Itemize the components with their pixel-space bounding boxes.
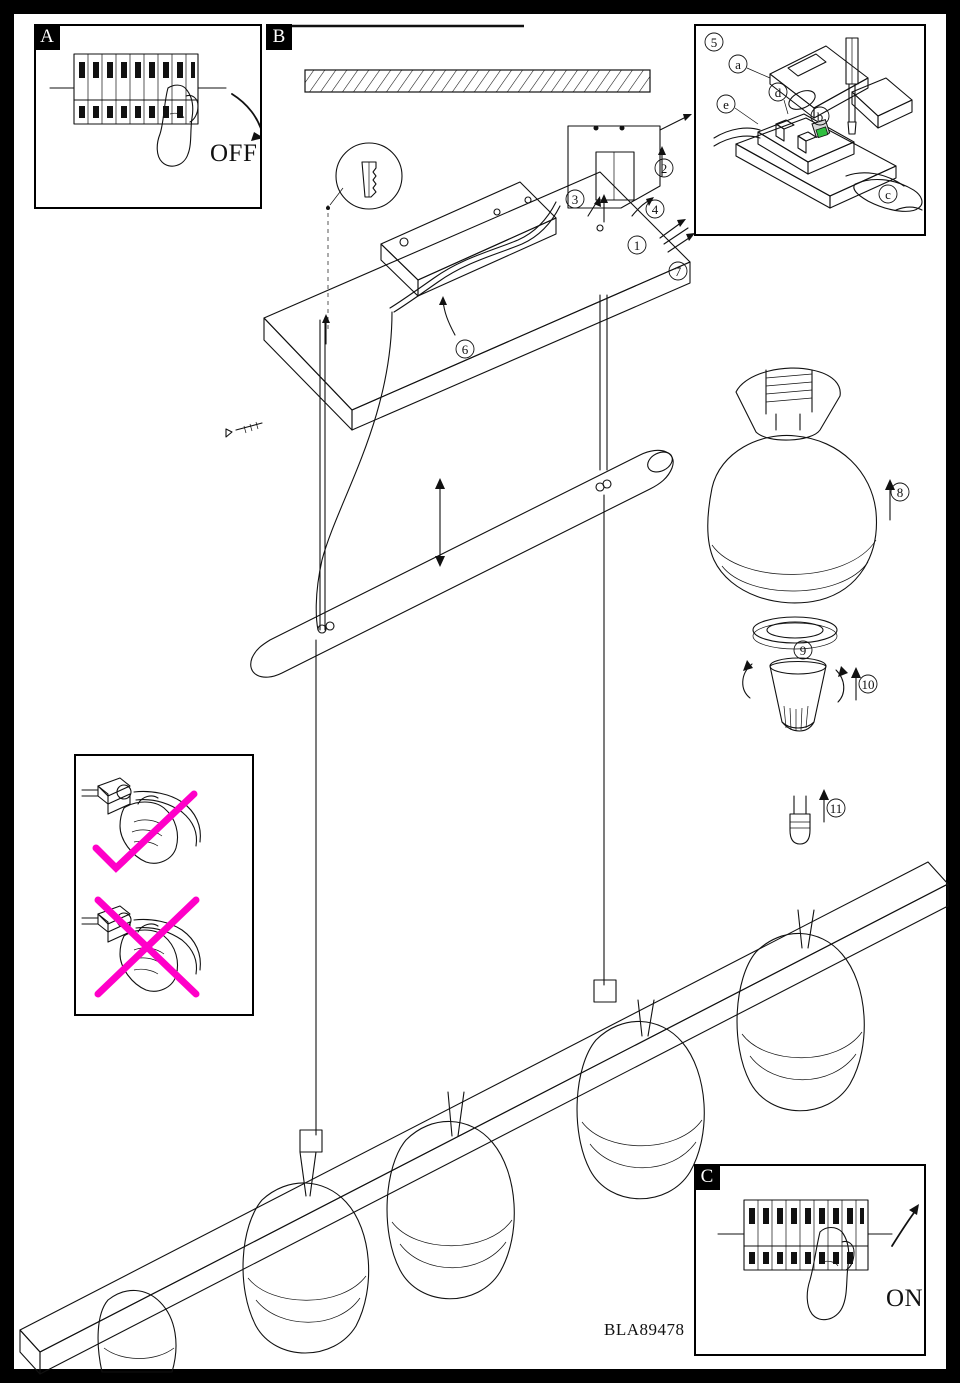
svg-text:5: 5	[710, 35, 718, 50]
panel-c-tag: C	[694, 1164, 720, 1190]
svg-text:e: e	[723, 97, 729, 112]
svg-text:7: 7	[674, 264, 682, 279]
svg-text:c: c	[885, 187, 891, 202]
panel-a-tag: A	[34, 24, 60, 50]
svg-text:8: 8	[896, 485, 904, 500]
svg-text:4: 4	[651, 202, 659, 217]
ceiling-hatch	[305, 70, 650, 92]
svg-text:3: 3	[571, 192, 579, 207]
svg-text:b: b	[816, 109, 824, 124]
panel-d-terminal-detail	[694, 24, 926, 236]
panel-e-cable-handling	[74, 754, 254, 1016]
svg-text:a: a	[735, 57, 741, 72]
breaker-off-drawing	[36, 26, 260, 207]
product-code-label: BLA89478	[604, 1320, 685, 1339]
breaker-on-drawing	[696, 1166, 924, 1354]
svg-text:1: 1	[633, 238, 641, 253]
terminal-detail-drawing	[696, 26, 924, 234]
on-label: ON	[886, 1285, 924, 1312]
svg-text:2: 2	[660, 161, 668, 176]
svg-text:6: 6	[461, 342, 469, 357]
panel-a-breaker-off	[34, 24, 262, 209]
off-label: OFF	[210, 140, 258, 167]
svg-text:11: 11	[829, 801, 843, 816]
svg-text:d: d	[774, 85, 782, 100]
panel-b-rule	[292, 24, 532, 32]
cable-handling-drawing	[76, 756, 252, 1014]
panel-c-breaker-on	[694, 1164, 926, 1356]
svg-text:10: 10	[861, 677, 875, 692]
panel-b-tag: B	[266, 24, 292, 50]
svg-text:9: 9	[799, 643, 807, 658]
